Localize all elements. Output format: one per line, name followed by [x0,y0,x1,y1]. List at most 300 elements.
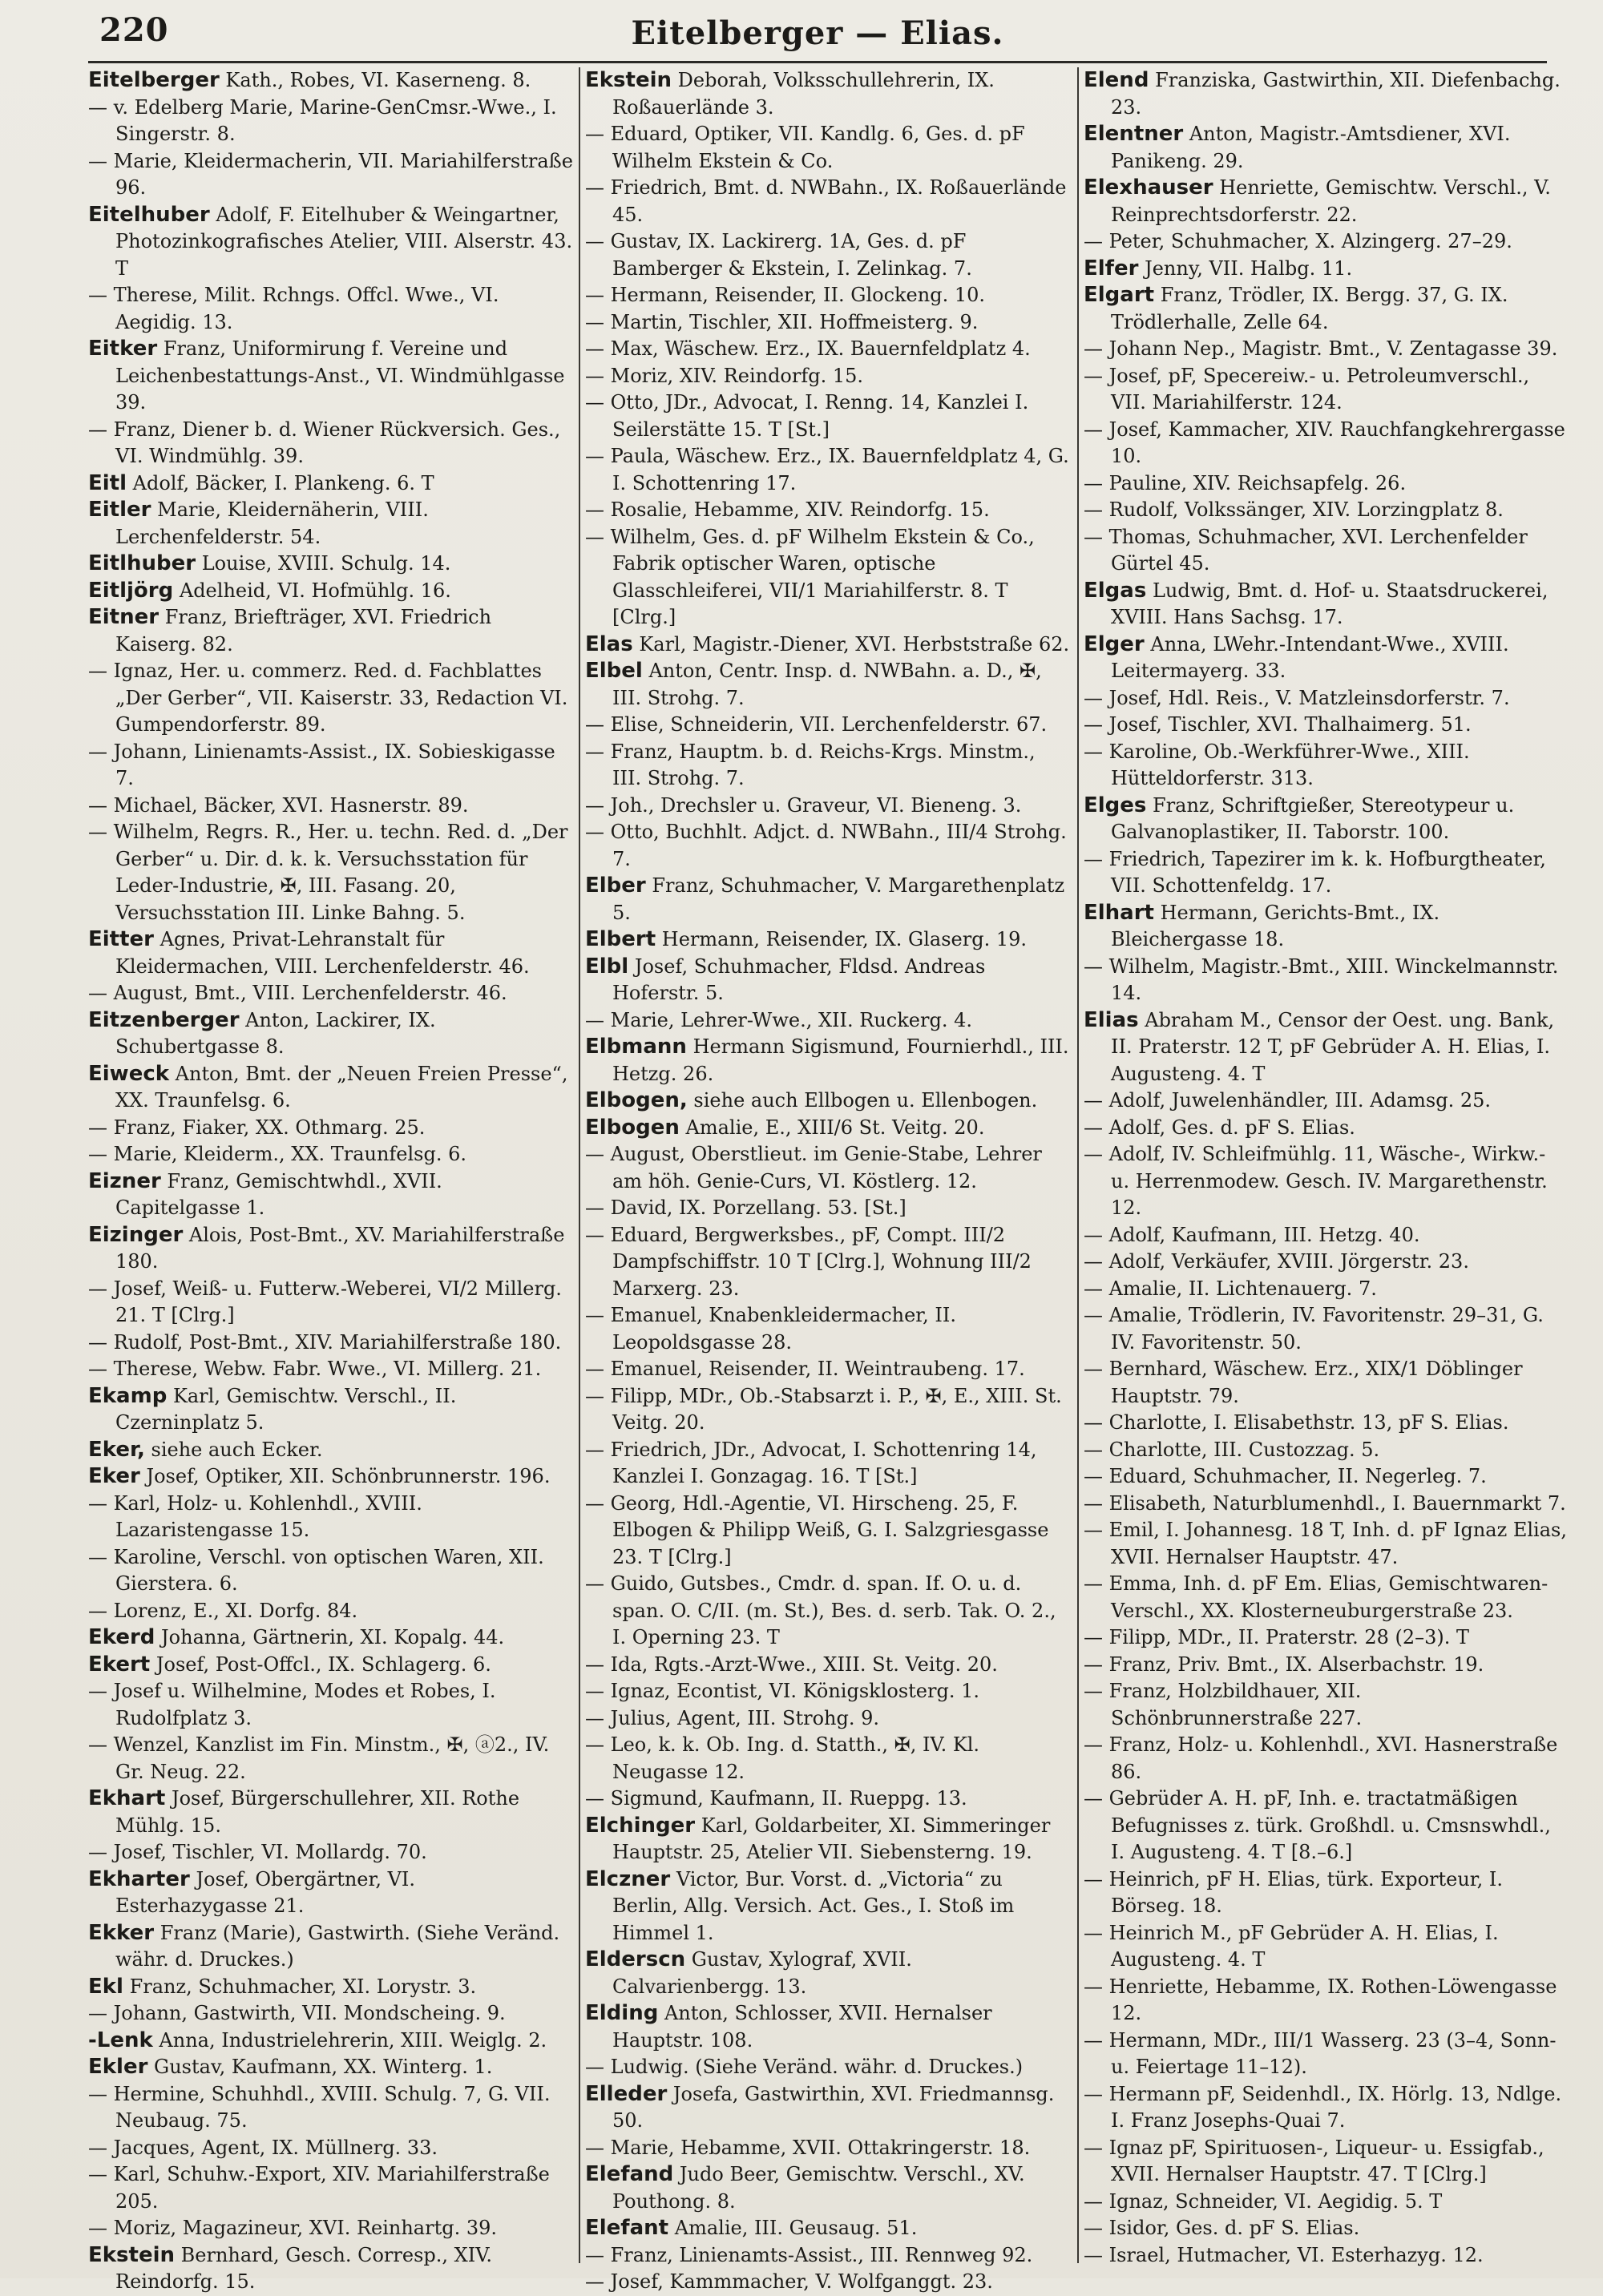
entry-name: — [1084,418,1103,441]
entry-detail: Anna, LWehr.-Intendant-Wwe., XVIII. Leitermayerg. 33. [1111,632,1509,682]
entry-name: — [585,1143,604,1165]
entry-detail: Bernhard, Gesch. Corresp., XIV. Reindorfg. 15. [115,2243,492,2293]
entry-name: Eitelhuber [88,202,210,227]
entry-name: — [1084,1733,1103,1756]
directory-entry [585,1302,1070,1356]
directory-entry [585,1491,1070,1572]
entry-detail: Wenzel, Kanzlist im Fin. Minstm., ✠, ⓐ2., IV. Gr. Neug. 22. [107,1733,550,1783]
entry-name: — [585,793,604,817]
entry-detail: Charlotte, III. Custozzag. 5. [1103,1438,1380,1461]
entry-name: — [585,713,604,736]
entry-detail: Wilhelm, Magistr.-Bmt., XIII. Winckelmannstr. 14. [1103,954,1559,1004]
directory-entry [1084,1141,1569,1222]
entry-name: Ekerd [88,1625,155,1649]
entry-name: — [585,1008,604,1031]
directory-entry [88,2215,573,2242]
entry-detail: Victor, Bur. Vorst. d. „Victoria“ zu Berlin, Allg. Versich. Act. Ges., I. Stoß im Himmel 1. [612,1867,1015,1944]
directory-entry [1084,2081,1569,2135]
entry-detail: Eduard, Schuhmacher, II. Negerleg. 7. [1103,1465,1487,1487]
entry-name: — [88,1116,107,1139]
entry-name: — [585,123,604,145]
entry-detail: Jenny, VII. Halbg. 11. [1138,256,1353,280]
entry-detail: Adolf, Kaufmann, III. Hetzg. 40. [1103,1223,1420,1246]
entry-detail: Otto, JDr., Advocat, I. Renng. 14, Kanzlei I. Seilerstätte 15. T [St.] [604,391,1029,441]
entry-name: — [88,1358,107,1380]
entry-detail: Emil, I. Johannesg. 18 T, Inh. d. pF Ignaz Elias, XVII. Hernalser Hauptstr. 47. [1103,1519,1567,1568]
directory-entry [1084,1410,1569,1437]
entry-name: — [1084,1572,1103,1595]
entry-name: Ekler [88,2055,148,2079]
entry-detail: Karoline, Verschl. von optischen Waren, XII. Gierstera. 6. [107,1545,544,1595]
entry-detail: Anton, Lackirer, IX. Schubertgasse 8. [115,1008,436,1058]
entry-detail: Franz, Holz- u. Kohlenhdl., XVI. Hasnerstraße 86. [1103,1733,1558,1783]
entry-detail: Hermann, Gerichts-Bmt., IX. Bleichergasse 18. [1111,901,1440,950]
directory-entry [585,2215,1070,2242]
entry-detail: Elisabeth, Naturblumenhdl., I. Bauernmarkt 7. [1103,1491,1566,1515]
directory-entry [1084,685,1569,712]
entry-name: — [585,2270,604,2293]
directory-entry [585,2081,1070,2135]
directory-entry [88,1222,573,1276]
directory-entry [1084,1920,1569,1974]
entry-detail: Wilhelm, Ges. d. pF Wilhelm Ekstein & Co., Fabrik optischer Waren, optische Glasschleiferei, VII/1 Mariahilferstr. 8. T [Clrg.] [604,525,1035,628]
column-3 [1084,67,1569,2266]
directory-entry [88,417,573,470]
entry-list [88,67,573,2296]
entry-name: — [1084,525,1103,548]
entry-name: Eizinger [88,1222,184,1247]
entry-name: — [88,284,107,306]
entry-detail: Wilhelm, Regrs. R., Her. u. techn. Red. d. „Der Gerber“ u. Dir. d. k. k. Versuchsstation für Leder-Industrie, ✠, III. Fasang. 20, Versuchsstation III. Linke Bahng. 5. [107,821,568,924]
directory-entry [88,1920,573,1974]
entry-name: — [1084,1921,1103,1944]
entry-name: — [585,337,604,360]
entry-detail: Moriz, XIV. Reindorfg. 15. [604,364,864,387]
entry-detail: Marie, Kleiderm., XX. Traunfelsg. 6. [107,1143,467,1165]
directory-entry [1084,739,1569,793]
directory-entry [88,1839,573,1866]
directory-entry [88,67,573,95]
entry-detail: Ludwig, Bmt. d. Hof- u. Staatsdruckerei, XVIII. Hans Sachsg. 17. [1111,579,1548,628]
entry-name: — [585,498,604,521]
entry-detail: Josef, Obergärtner, VI. Esterhazygasse 21. [115,1867,416,1917]
directory-entry [88,1437,573,1464]
directory-entry [1084,363,1569,417]
directory-entry [88,1732,573,1786]
entry-name: — [1084,1626,1103,1648]
directory-entry [88,1168,573,1222]
directory-entry [1084,846,1569,900]
entry-detail: Therese, Webw. Fabr. Wwe., VI. Millerg. 21. [107,1358,542,1380]
entry-detail: Josef, Post-Offcl., IX. Schlagerg. 6. [150,1652,491,1676]
directory-entry [585,1222,1070,1303]
entry-detail: Franz, Holzbildhauer, XII. Schönbrunnerstraße 227. [1103,1680,1363,1729]
directory-entry [585,2269,1070,2296]
entry-name: Elger [1084,632,1145,656]
entry-name: — [1084,1975,1103,1998]
entry-detail: Johann, Gastwirth, VII. Mondscheing. 9. [107,2002,506,2024]
directory-entry [1084,336,1569,363]
entry-name: — [1084,847,1103,870]
directory-entry [1084,2215,1569,2242]
header-rule [88,61,1547,63]
entry-name: Eitzenberger [88,1007,240,1032]
entry-name: — [88,149,107,172]
entry-detail: Jacques, Agent, IX. Müllnerg. 33. [107,2136,438,2159]
directory-entry [585,282,1070,309]
directory-entry [88,739,573,793]
entry-detail: Franziska, Gastwirthin, XII. Diefenbachg. 23. [1111,69,1561,119]
entry-detail: Gustav, Xylograf, XVII. Calvarienbergg. 13. [612,1948,912,1998]
entry-name: Elentner [1084,122,1184,146]
entry-detail: Ignaz, Her. u. commerz. Red. d. Fachblattes „Der Gerber“, VII. Kaiserstr. 33, Redaction VI. Gumpendorferstr. 89. [107,660,568,736]
entry-name: — [1084,1465,1103,1487]
entry-detail: Franz, Linienamts-Assist., III. Rennweg 92. [604,2243,1033,2266]
entry-name: — [88,1143,107,1165]
entry-name: — [1084,1787,1103,1810]
directory-entry [1084,1652,1569,1679]
entry-name: — [1084,686,1103,709]
entry-name: Elbmann [585,1035,687,1059]
entry-detail: Rudolf, Volkssänger, XIV. Lorzingplatz 8. [1103,498,1504,521]
entry-detail: August, Oberstlieut. im Genie-Stabe, Lehrer am höh. Genie-Curs, VI. Köstlerg. 12. [604,1143,1042,1192]
directory-entry [585,739,1070,793]
entry-name: — [1084,1652,1103,1676]
entry-detail: Henriette, Hebamme, IX. Rothen-Löwengasse 12. [1103,1975,1557,2024]
entry-detail: Josef u. Wilhelmine, Modes et Robes, I. Rudolfplatz 3. [107,1680,496,1729]
entry-name: — [585,1384,604,1407]
directory-entry [88,1276,573,1330]
entry-name: — [585,1358,604,1380]
entry-name: — [1084,1143,1103,1165]
directory-entry [585,497,1070,524]
directory-entry [1084,1624,1569,1652]
entry-detail: Ignaz pF, Spirituosen-, Liqueur- u. Essigfab., XVII. Hernalser Hauptstr. 47. T [Clrg.] [1103,2136,1544,2185]
entry-name: Elgas [1084,578,1147,603]
entry-detail: Johanna, Gärtnerin, XI. Kopalg. 44. [155,1626,505,1648]
entry-name: — [585,1680,604,1702]
entry-name: — [585,2136,604,2159]
entry-detail: Karl, Gemischtw. Verschl., II. Czerninplatz 5. [115,1384,457,1434]
entry-detail: Hermann, Reisender, II. Glockeng. 10. [604,284,986,306]
entry-detail: Hermann pF, Seidenhdl., IX. Hörlg. 13, Ndlge. I. Franz Josephs-Quai 7. [1103,2082,1562,2132]
directory-entry [585,1383,1070,1437]
directory-entry [1084,1115,1569,1142]
entry-name: Elber [585,874,646,898]
entry-name: — [585,525,604,548]
entry-name: — [1084,471,1103,494]
entry-detail: Josef, Kammmacher, V. Wolfganggt. 23. [604,2270,993,2293]
entry-name: — [1084,337,1103,360]
directory-entry [1084,1356,1569,1410]
entry-detail: Marie, Hebamme, XVII. Ottakringerstr. 18. [604,2136,1031,2159]
directory-entry [88,1786,573,1839]
entry-name: — [1084,1867,1103,1890]
entry-detail: Anton, Magistr.-Amtsdiener, XVI. Panikeng. 29. [1111,123,1511,172]
directory-entry [585,67,1070,121]
directory-entry [585,363,1070,390]
entry-detail: Eduard, Optiker, VII. Kandlg. 6, Ges. d. pF Wilhelm Ekstein & Co. [604,123,1025,172]
entry-detail: Franz, Fiaker, XX. Othmarg. 25. [107,1116,426,1139]
directory-entry [88,148,573,202]
entry-name: — [1084,2243,1103,2266]
entry-detail: Amalie, E., XIII/6 St. Veitg. 20. [679,1116,985,1139]
entry-detail: Israel, Hutmacher, VI. Esterhazyg. 12. [1103,2243,1484,2266]
entry-name: Eitlhuber [88,551,196,575]
entry-detail: Josef, Optiker, XII. Schönbrunnerstr. 196. [139,1465,551,1487]
directory-entry [88,2135,573,2162]
directory-entry [1084,1276,1569,1303]
directory-entry [1084,1087,1569,1115]
entry-detail: Gustav, IX. Lackirerg. 1A, Ges. d. pF Bamberger & Ekstein, I. Zelinkag. 7. [604,230,972,280]
entry-detail: Martin, Tischler, XII. Hoffmeisterg. 9. [604,310,979,333]
entry-detail: Karl, Schuhw.-Export, XIV. Mariahilferstraße 205. [107,2163,550,2213]
entry-detail: Agnes, Privat-Lehranstalt für Kleidermachen, VIII. Lerchenfelderstr. 46. [115,928,530,978]
directory-entry [585,2054,1070,2081]
directory-entry [88,1598,573,1625]
entry-detail: Thomas, Schuhmacher, XVI. Lerchenfelder Gürtel 45. [1103,525,1528,575]
directory-entry [585,819,1070,873]
column-divider [1077,67,1079,2263]
entry-name: Eitner [88,605,159,629]
entry-detail: Ignaz, Econtist, VI. Königsklosterg. 1. [604,1680,979,1702]
directory-entry [88,336,573,417]
directory-entry [88,604,573,658]
entry-detail: Therese, Milit. Rchngs. Offcl. Wwe., VI. Aegidig. 13. [107,284,499,333]
directory-entry [88,1007,573,1061]
directory-entry [1084,578,1569,632]
entry-name: — [88,1491,107,1515]
directory-entry [585,926,1070,954]
entry-name: — [88,1545,107,1568]
entry-name: — [1084,2189,1103,2213]
entry-detail: Filipp, MDr., II. Praterstr. 28 (2–3). T [1103,1626,1470,1648]
entry-detail: Heinrich M., pF Gebrüder A. H. Elias, I. Augusteng. 4. T [1103,1921,1499,1971]
directory-entry [1084,2189,1569,2216]
entry-name: — [1084,740,1103,763]
directory-entry [88,2161,573,2215]
entry-detail: Marie, Lehrer-Wwe., XII. Ruckerg. 4. [604,1008,972,1031]
entry-detail: Friedrich, JDr., Advocat, I. Schottenring 14, Kanzlei I. Gonzagag. 16. T [St.] [604,1438,1037,1487]
entry-detail: Sigmund, Kaufmann, II. Rueppg. 13. [604,1787,967,1810]
entry-detail: Emanuel, Reisender, II. Weintraubeng. 17. [604,1358,1025,1380]
page-header [88,6,1547,64]
directory-entry [585,2135,1070,2162]
directory-entry [1084,2242,1569,2270]
directory-entry [88,1463,573,1491]
entry-name: Eitker [88,337,158,361]
entry-name: — [585,821,604,843]
directory-entry [1084,954,1569,1007]
entry-detail: Eduard, Bergwerksbes., pF, Compt. III/2 Dampfschiffstr. 10 T [Clrg.], Wohnung III/2 Marxerg. 23. [604,1223,1032,1300]
entry-list [1084,67,1569,2269]
directory-entry [585,1087,1070,1115]
directory-entry [1084,793,1569,846]
entry-name: — [1084,2136,1103,2159]
entry-name: Ekstein [585,68,672,92]
entry-name: Elefand [585,2162,674,2186]
entry-detail: Gebrüder A. H. pF, Inh. e. tractatmäßigen Befugnisses z. türk. Großhdl. u. Cmsnswhdl., I. Augusteng. 4. T [8.–6.] [1103,1787,1551,1863]
entry-name: — [1084,1304,1103,1326]
entry-detail: Otto, Buchhlt. Adjct. d. NWBahn., III/4 Strohg. 7. [604,821,1067,870]
entry-name: — [585,310,604,333]
entry-name: — [1084,954,1103,978]
directory-entry [88,819,573,926]
entry-name: — [585,1491,604,1515]
entry-detail: Franz, Diener b. d. Wiener Rückversich. Ges., VI. Windmühlg. 39. [107,418,561,467]
directory-entry [1084,1786,1569,1866]
entry-detail: Julius, Agent, III. Strohg. 9. [604,1706,880,1729]
directory-entry [88,1974,573,2001]
directory-entry [88,926,573,980]
directory-entry [1084,1249,1569,1276]
directory-entry [88,2242,573,2296]
directory-entry [585,658,1070,712]
entry-name: — [1084,2028,1103,2052]
running-head: Eitelberger — Elias. [631,14,1004,52]
entry-detail: Pauline, XIV. Reichsapfelg. 26. [1103,471,1407,494]
entry-detail: Adolf, Ges. d. pF S. Elias. [1103,1116,1355,1139]
directory-entry [1084,417,1569,470]
directory-entry [585,2000,1070,2054]
entry-detail: Georg, Hdl.-Agentie, VI. Hirscheng. 25, F. Elbogen & Philipp Weiß, G. I. Salzgriesgasse 23. T [Clrg.] [604,1491,1049,1568]
entry-name: — [585,230,604,252]
directory-entry [88,578,573,605]
directory-entry [585,1678,1070,1705]
entry-name: — [88,2082,107,2105]
entry-detail: Judo Beer, Gemischtw. Verschl., XV. Pouthong. 8. [612,2163,1025,2213]
directory-entry [585,309,1070,337]
entry-detail: August, Bmt., VIII. Lerchenfelderstr. 46. [107,982,507,1004]
entry-detail: Deborah, Volksschullehrerin, IX. Roßauerlände 3. [612,69,995,119]
directory-entry [585,1866,1070,1947]
directory-entry [1084,1222,1569,1249]
directory-entry [1084,1437,1569,1464]
entry-name: — [1084,1680,1103,1702]
entry-detail: Adolf, IV. Schleifmühlg. 11, Wäsche-, Wirkw.- u. Herrenmodew. Gesch. IV. Margarethenstr. 12. [1103,1143,1548,1219]
directory-entry [1084,2028,1569,2081]
directory-entry [585,228,1070,282]
entry-name: — [88,2002,107,2024]
directory-entry [1084,497,1569,524]
entry-detail: Louise, XVIII. Schulg. 14. [196,552,451,575]
entry-detail: Franz (Marie), Gastwirth. (Siehe Veränd. währ. d. Druckes.) [115,1921,560,1971]
entry-name: Ekstein [88,2242,176,2267]
entry-detail: Guido, Gutsbes., Cmdr. d. span. If. O. u. d. span. O. C/II. (m. St.), Bes. d. serb. Tak. O. 2., I. Operning 23. T [604,1572,1056,1648]
directory-entry [585,1437,1070,1491]
entry-detail: Franz, Uniformirung f. Vereine und Leichenbestattungs-Anst., VI. Windmühlgasse 39. [115,337,565,414]
entry-detail: Gustav, Kaufmann, XX. Winterg. 1. [147,2056,493,2078]
entry-name: Ekamp [88,1383,168,1408]
entry-name: Elias [1084,1007,1139,1032]
entry-detail: Marie, Kleidermacherin, VII. Mariahilferstraße 96. [107,149,573,199]
entry-name: — [1084,2082,1103,2105]
entry-detail: Karoline, Ob.-Werkführer-Wwe., XIII. Hütteldorferstr. 313. [1103,740,1470,789]
directory-entry [88,1866,573,1920]
directory-entry [585,175,1070,228]
entry-detail: Karl, Goldarbeiter, XI. Simmeringer Hauptstr. 25, Atelier VII. Siebensterng. 19. [612,1814,1051,1863]
entry-detail: Amalie, III. Geusaug. 51. [668,2217,918,2239]
directory-entry [88,1115,573,1142]
entry-detail: Adelheid, VI. Hofmühlg. 16. [173,579,451,602]
entry-detail: siehe auch Ecker. [144,1438,323,1461]
entry-detail: Ludwig. (Siehe Veränd. währ. d. Druckes.) [604,2056,1024,2078]
entry-detail: Adolf, Verkäufer, XVIII. Jörgerstr. 23. [1103,1250,1469,1273]
directory-entry [1084,1678,1569,1732]
directory-entry [88,658,573,739]
entry-name: — [1084,1116,1103,1139]
entry-detail: Anton, Bmt. der „Neuen Freien Presse“, XX. Traunfelsg. 6. [115,1062,568,1112]
directory-entry [88,2028,573,2055]
directory-entry [1084,470,1569,498]
directory-entry [88,980,573,1007]
directory-entry [88,202,573,283]
entry-detail: Anton, Centr. Insp. d. NWBahn. a. D., ✠, III. Strohg. 7. [612,660,1042,709]
entry-detail: Marie, Marine-GenCmsr.-Wwe., I. Singerstr. 8. [115,95,557,145]
directory-entry [88,2081,573,2135]
entry-name: Elleder [585,2081,668,2106]
entry-name: -Lenk [88,2028,153,2052]
directory-entry [585,632,1070,659]
entry-detail: Marie, Kleidernäherin, VIII. Lerchenfelderstr. 54. [115,498,429,548]
directory-entry [88,1652,573,1679]
entry-name: — [1084,1277,1103,1300]
entry-detail: Leo, k. k. Ob. Ing. d. Statth., ✠, IV. Kl. Neugasse 12. [604,1733,980,1783]
entry-detail: Lorenz, E., XI. Dorfg. 84. [107,1599,358,1622]
entry-name: Elding [585,2001,659,2025]
directory-entry [1084,632,1569,685]
entry-name: — [88,1841,107,1863]
entry-detail: Rudolf, Post-Bmt., XIV. Mariahilferstraße 180. [107,1330,562,1354]
entry-name: Elderscn [585,1947,686,1971]
entry-detail: Franz, Schuhmacher, V. Margarethenplatz 5. [612,874,1065,924]
directory-entry [1084,1302,1569,1356]
entry-detail: Franz, Schuhmacher, XI. Lorystr. 3. [123,1975,477,1998]
entry-name: — [1084,1491,1103,1515]
entry-name: — [88,2163,107,2185]
entry-name: Eker [88,1464,140,1488]
directory-entry [1084,175,1569,228]
entry-name: — [1084,1411,1103,1434]
directory-entry [585,1034,1070,1087]
page-number: 220 [99,11,169,49]
entry-name: Elchinger [585,1813,696,1838]
entry-detail: Kath., Robes, VI. Kaserneng. 8. [219,69,531,91]
directory-entry [1084,256,1569,283]
entry-name: — [88,740,107,763]
directory-entry [1084,1866,1569,1920]
entry-name: Elbogen, [585,1088,688,1112]
entry-detail: Franz, Briefträger, XVI. Friedrich Kaiserg. 82. [115,606,492,656]
directory-entry [88,2054,573,2081]
entry-name: Ekert [88,1652,151,1677]
entry-name: — [585,1706,604,1729]
directory-entry [585,336,1070,363]
directory-entry [585,443,1070,497]
column-1 [88,67,573,2293]
entry-detail: Franz, Trödler, IX. Bergg. 37, G. IX. Trödlerhalle, Zelle 64. [1111,284,1508,333]
entry-detail: Franz, Priv. Bmt., IX. Alserbachstr. 19. [1103,1652,1484,1676]
entry-detail: Bernhard, Wäschew. Erz., XIX/1 Döblinger Hauptstr. 79. [1103,1358,1523,1407]
directory-entry [1084,1571,1569,1624]
entry-name: Elczner [585,1866,671,1891]
entry-name: — [88,1599,107,1622]
directory-entry [1084,900,1569,954]
entry-name: Eitl [88,470,127,495]
directory-entry [88,551,573,578]
directory-entry [1084,121,1569,175]
entry-name: Eitelberger [88,68,220,92]
